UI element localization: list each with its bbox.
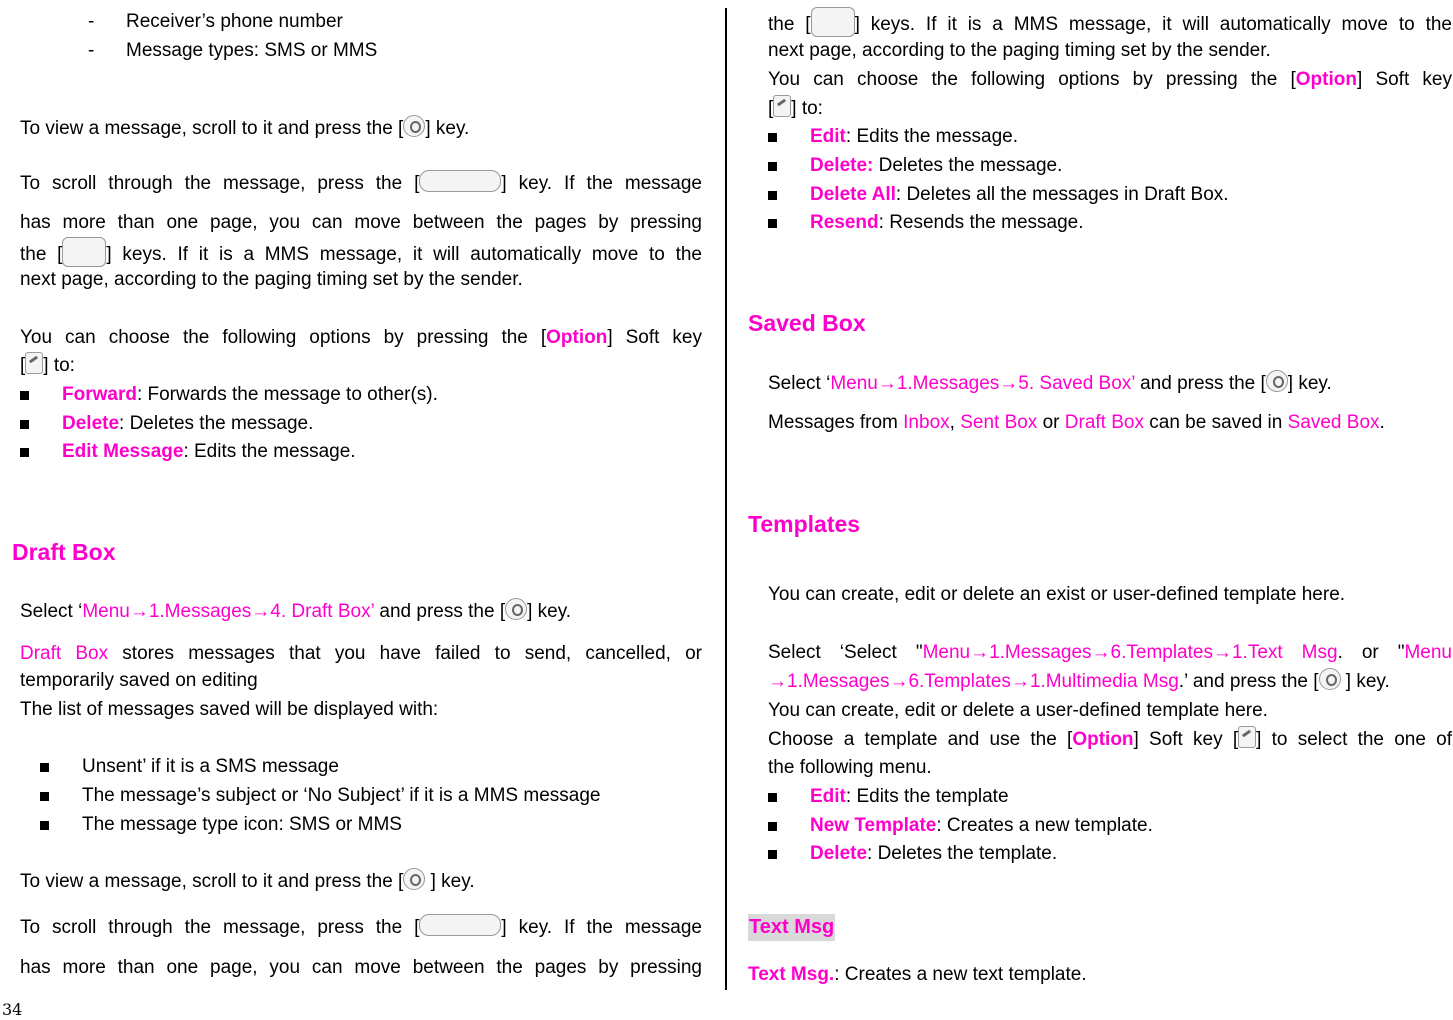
scroll2-line-2: has more than one page, you can move between the pages by pressing bbox=[20, 957, 702, 978]
options-line-1: You can choose the following options by pressing the [Option] Soft key bbox=[20, 327, 702, 348]
scroll-line-1: To scroll through the message, press the [ ] key. If the message bbox=[20, 172, 702, 196]
draft-desc-line-1: Draft Box stores messages that you have failed to send, cancelled, or bbox=[20, 643, 702, 664]
bullet-icon bbox=[768, 133, 777, 142]
view-message-line-2: To view a message, scroll to it and press the [ ] key. bbox=[20, 870, 475, 894]
bullet-icon bbox=[40, 763, 49, 772]
bullet-icon bbox=[768, 850, 777, 859]
cont-line-1: the [ ] keys. If it is a MMS message, it will automatically move to the bbox=[768, 10, 1452, 40]
ok-key-icon bbox=[403, 115, 425, 137]
bullet-icon bbox=[40, 792, 49, 801]
bullet-icon bbox=[20, 420, 29, 429]
view-message-line: To view a message, scroll to it and press the [ ] key. bbox=[20, 117, 469, 141]
bullet-icon bbox=[40, 821, 49, 830]
dash-item: - Message types: SMS or MMS bbox=[88, 40, 378, 61]
soft-key-icon bbox=[1238, 726, 1256, 748]
draft-desc-line-2: temporarily saved on editing bbox=[20, 670, 258, 691]
templates-select-line-3: You can create, edit or delete a user-defined template here. bbox=[768, 700, 1268, 721]
templates-select-line-2: →1.Messages→6.Templates→1.Multimedia Msg.’ and press the [ ] key. bbox=[768, 670, 1390, 694]
scroll-line-3: the [ ] keys. If it is a MMS message, it will automatically move to the bbox=[20, 240, 702, 270]
ok-key-icon bbox=[403, 868, 425, 890]
section-heading-saved-box: Saved Box bbox=[748, 310, 866, 336]
cont-line-3: You can choose the following options by pressing the [Option] Soft key bbox=[768, 69, 1452, 90]
soft-key-icon bbox=[25, 352, 43, 374]
bullet-icon bbox=[768, 191, 777, 200]
draft-desc-line-3: The list of messages saved will be displayed with: bbox=[20, 699, 439, 720]
ok-key-icon bbox=[505, 598, 527, 620]
saved-desc-line: Messages from Inbox, Sent Box or Draft Box can be saved in Saved Box. bbox=[768, 412, 1385, 433]
saved-select-line: Select ‘Menu→1.Messages→5. Saved Box’ and press the [ ] key. bbox=[768, 372, 1332, 396]
scroll2-line-1: To scroll through the message, press the [ ] key. If the message bbox=[20, 916, 702, 940]
left-right-key-icon bbox=[62, 237, 106, 267]
section-heading-templates: Templates bbox=[748, 511, 861, 537]
cont-line-2: next page, according to the paging timing set by the sender. bbox=[768, 40, 1271, 61]
scroll-line-2: has more than one page, you can move between the pages by pressing bbox=[20, 212, 702, 233]
bullet-icon bbox=[768, 162, 777, 171]
templates-select-line-5: the following menu. bbox=[768, 757, 932, 778]
up-down-key-icon bbox=[419, 914, 501, 936]
bullet-icon bbox=[768, 822, 777, 831]
left-right-key-icon bbox=[811, 7, 855, 37]
draft-select-line: Select ‘Menu→1.Messages→4. Draft Box’ and press the [ ] key. bbox=[20, 600, 571, 624]
cont-line-4: [ ] to: bbox=[768, 97, 823, 121]
up-down-key-icon bbox=[419, 170, 501, 192]
ok-key-icon bbox=[1266, 370, 1288, 392]
soft-key-icon bbox=[773, 95, 791, 117]
ok-key-icon bbox=[1319, 668, 1341, 690]
column-divider bbox=[725, 8, 727, 990]
bullet-icon bbox=[20, 448, 29, 457]
section-heading-draft-box: Draft Box bbox=[12, 539, 116, 565]
bullet-icon bbox=[768, 219, 777, 228]
templates-select-line-1: Select ‘Select "Menu→1.Messages→6.Templates→1.Text Msg. or "Menu bbox=[768, 642, 1452, 663]
templates-select-line-4: Choose a template and use the [Option] Soft key [ ] to select the one of bbox=[768, 728, 1452, 752]
text-msg-line: Text Msg.: Creates a new text template. bbox=[748, 964, 1087, 985]
options-line-2: [ ] to: bbox=[20, 354, 75, 378]
bullet-icon bbox=[768, 793, 777, 802]
dash-item: - Receiver’s phone number bbox=[88, 11, 343, 32]
section-heading-text-msg: Text Msg bbox=[748, 914, 835, 941]
scroll-line-4: next page, according to the paging timing set by the sender. bbox=[20, 269, 523, 290]
bullet-icon bbox=[20, 391, 29, 400]
templates-intro: You can create, edit or delete an exist or user-defined template here. bbox=[768, 584, 1346, 605]
page-number: 34 bbox=[2, 1000, 23, 1019]
